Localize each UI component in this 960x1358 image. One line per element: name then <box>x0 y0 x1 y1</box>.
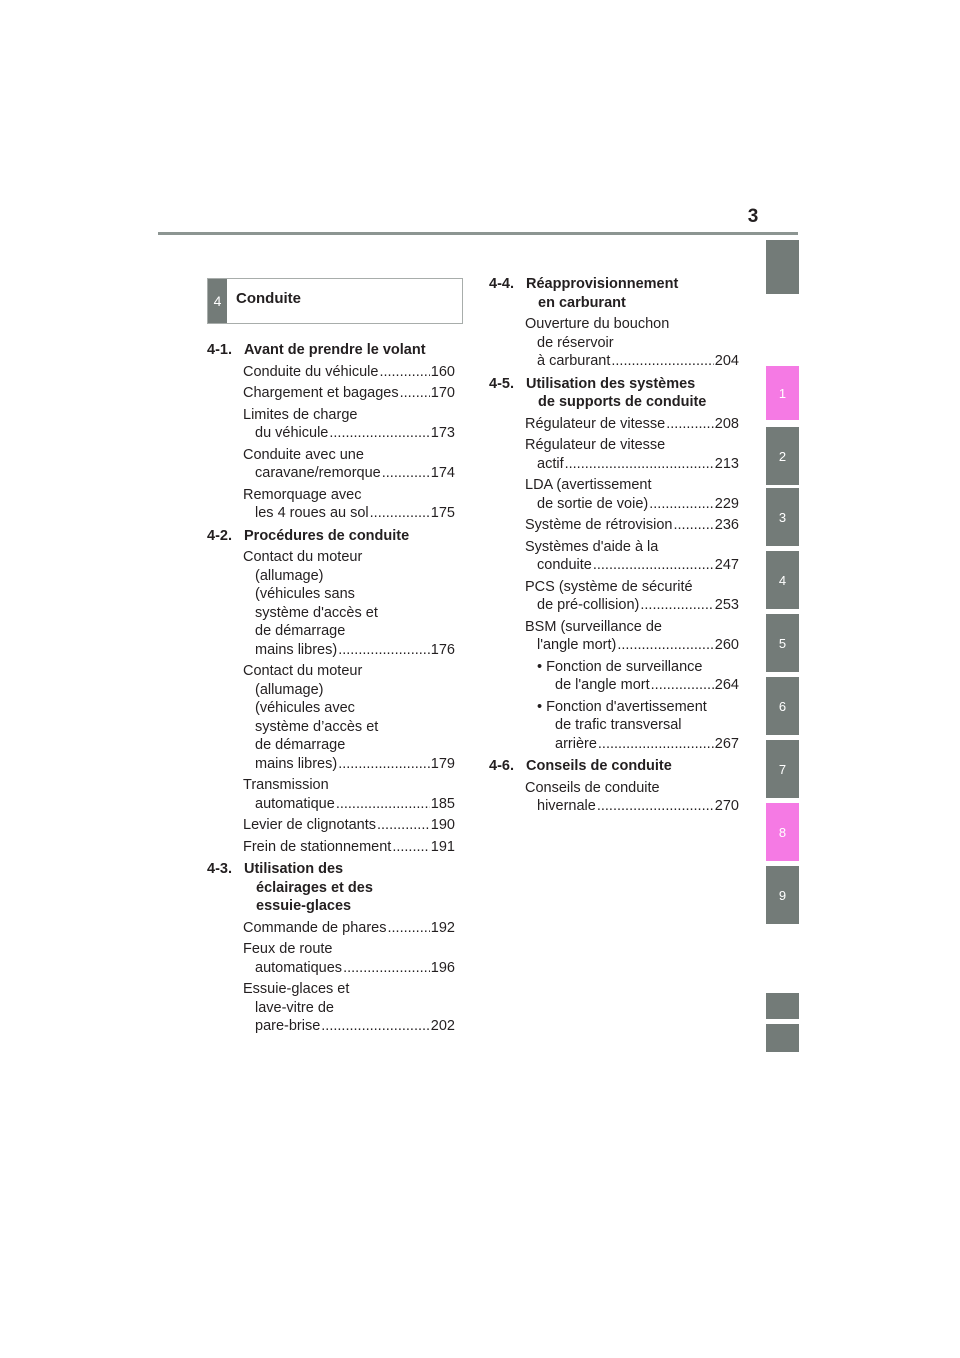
toc-entry-title: Ouverture du bouchon de réservoir <box>525 316 670 351</box>
dot-leader <box>392 838 429 857</box>
dot-leader <box>336 795 430 814</box>
toc-section-heading <box>207 527 455 546</box>
toc-page-number: 247 <box>714 557 739 573</box>
toc-page-number: 176 <box>430 641 455 658</box>
toc-entry[interactable] <box>243 406 455 443</box>
toc-entry-title: Feux de route <box>243 941 333 957</box>
toc-entry[interactable] <box>525 578 739 615</box>
toc-page-number: 191 <box>430 838 455 855</box>
toc-entry[interactable] <box>243 776 455 813</box>
toc-page-number: 229 <box>714 495 739 512</box>
toc-entry-line <box>525 797 739 816</box>
toc-entry-line <box>525 636 739 655</box>
toc-page-number: 213 <box>714 455 739 472</box>
section-title: Conduite <box>236 290 301 307</box>
toc-entry[interactable] <box>525 538 739 575</box>
toc-entry-text: automatique <box>255 795 335 812</box>
chapter-tab-blank[interactable] <box>766 240 799 294</box>
toc-entry-text: Conduite du véhicule <box>243 363 379 380</box>
toc-entry[interactable] <box>525 415 739 434</box>
toc-section <box>207 341 455 523</box>
toc-entry-text: automatiques <box>255 959 343 976</box>
toc-page-number: 196 <box>430 959 455 976</box>
toc-entry-title: • Fonction de surveillance <box>537 658 703 675</box>
chapter-tab-blank[interactable] <box>766 993 799 1019</box>
toc-section <box>489 757 739 816</box>
toc-page-number: 204 <box>714 353 739 369</box>
toc-entry[interactable] <box>243 384 455 403</box>
dot-leader <box>321 1017 430 1036</box>
chapter-tab-1[interactable]: 1 <box>766 366 799 420</box>
toc-page-number: 267 <box>714 735 739 752</box>
toc-page-number: 253 <box>714 597 739 613</box>
toc-entry-text: actif <box>537 455 564 472</box>
dot-leader <box>329 424 429 443</box>
toc-entry-text: Système de rétrovision <box>525 517 673 533</box>
toc-entry-title: Remorquage avec <box>243 486 362 503</box>
toc-page-number: 185 <box>430 795 455 812</box>
toc-entry-text: pare-brise <box>255 1018 321 1034</box>
toc-section-title: Conseils de conduite <box>526 758 672 774</box>
toc-entry-text: caravane/remorque <box>255 465 381 481</box>
toc-section <box>207 860 455 1036</box>
toc-entry-text: mains libres) <box>255 641 338 658</box>
toc-entry-line <box>243 838 455 857</box>
page-number: 3 <box>747 206 759 227</box>
toc-entry[interactable] <box>243 363 455 382</box>
dot-leader <box>377 816 430 835</box>
toc-entry[interactable] <box>525 315 739 371</box>
toc-entry-line <box>243 919 455 938</box>
toc-entry-title: • Fonction d'avertissement de trafic transversal <box>537 698 707 733</box>
toc-page-number: 192 <box>430 919 455 936</box>
dot-leader <box>387 919 429 938</box>
toc-entry[interactable] <box>243 980 455 1036</box>
toc-section-heading <box>207 860 455 916</box>
toc-entry[interactable] <box>243 838 455 857</box>
toc-section-title: Procédures de conduite <box>244 527 410 544</box>
toc-entry-title: LDA (avertissement <box>525 477 652 493</box>
toc-entry[interactable] <box>243 940 455 977</box>
toc-section-heading <box>489 275 739 312</box>
toc-entry-line <box>525 596 739 615</box>
toc-section <box>489 375 739 754</box>
toc-entry-text: les 4 roues au sol <box>255 505 369 521</box>
toc-page-number: 202 <box>430 1018 455 1034</box>
chapter-tab-7[interactable]: 7 <box>766 740 799 798</box>
dot-leader <box>379 363 429 382</box>
section-header <box>207 278 463 324</box>
toc-page-number: 175 <box>430 505 455 521</box>
toc-column-right <box>489 275 739 820</box>
dot-leader <box>666 415 714 434</box>
toc-entry-title: Transmission <box>243 777 329 793</box>
dot-leader <box>400 384 430 403</box>
dot-leader <box>370 504 430 523</box>
toc-column-left <box>207 341 455 1040</box>
toc-page-number: 270 <box>714 798 739 814</box>
toc-page-number: 190 <box>430 817 455 833</box>
dot-leader <box>343 959 430 978</box>
toc-entry-title: Systèmes d'aide à la <box>525 538 659 555</box>
toc-entry-line <box>243 504 455 523</box>
dot-leader <box>338 641 430 660</box>
toc-entry-text: Frein de stationnement <box>243 838 392 855</box>
chapter-tab-3[interactable]: 3 <box>766 488 799 546</box>
toc-entry-line <box>243 816 455 835</box>
toc-entry-text: conduite <box>537 557 592 573</box>
toc-entry[interactable] <box>525 779 739 816</box>
toc-entry-line <box>243 959 455 978</box>
dot-leader <box>565 455 714 474</box>
toc-entry-text: Régulateur de vitesse <box>525 415 666 432</box>
toc-entry[interactable] <box>243 816 455 835</box>
toc-section-heading <box>489 757 739 776</box>
toc-entry-text: mains libres) <box>255 755 338 772</box>
toc-entry-text: Levier de clignotants <box>243 817 376 833</box>
toc-section-id: 4-4. <box>489 276 514 292</box>
toc-entry-text: de pré-collision) <box>537 597 640 613</box>
toc-entry[interactable] <box>243 486 455 523</box>
dot-leader <box>338 755 430 774</box>
toc-section <box>207 527 455 857</box>
toc-entry-title: Essuie-glaces et lave-vitre de <box>243 981 350 1016</box>
toc-page-number: 264 <box>714 677 739 693</box>
toc-entry-line <box>525 352 739 371</box>
toc-entry-line <box>243 795 455 814</box>
toc-section-id: 4-2. <box>207 527 232 544</box>
toc-page-number: 208 <box>714 415 739 432</box>
toc-section-title: Utilisation des systèmes de supports de conduite <box>526 375 707 410</box>
toc-section-id: 4-5. <box>489 375 514 392</box>
dot-leader <box>593 556 714 575</box>
toc-entry[interactable] <box>243 446 455 483</box>
toc-entry-line <box>525 455 739 474</box>
toc-page-number: 170 <box>430 385 455 401</box>
toc-section-id: 4-1. <box>207 342 232 358</box>
chapter-tab-8[interactable]: 8 <box>766 803 799 861</box>
toc-entry-title: PCS (système de sécurité <box>525 578 693 595</box>
toc-entry-line <box>525 415 739 434</box>
toc-entry-title: BSM (surveillance de <box>525 618 662 635</box>
toc-entry-text: arrière <box>555 735 597 752</box>
chapter-tab-5[interactable]: 5 <box>766 614 799 672</box>
chapter-tab-2[interactable]: 2 <box>766 427 799 485</box>
toc-entry[interactable] <box>525 476 739 513</box>
dot-leader <box>649 495 714 514</box>
toc-entry-line <box>525 495 739 514</box>
toc-page-number: 260 <box>714 637 739 653</box>
toc-entry-text: hivernale <box>537 798 596 814</box>
toc-entry-line <box>243 363 455 382</box>
toc-entry-line <box>525 556 739 575</box>
toc-section-title: Utilisation des éclairages et des essuie-glaces <box>244 861 373 914</box>
toc-entry[interactable] <box>525 516 739 535</box>
toc-entry-line <box>243 755 455 774</box>
toc-entry-line <box>243 641 455 660</box>
toc-section-heading <box>489 375 739 412</box>
toc-page-number: 173 <box>430 425 455 441</box>
dot-leader <box>617 636 713 655</box>
chapter-tab-blank[interactable] <box>766 1024 799 1052</box>
toc-section-id: 4-3. <box>207 861 232 877</box>
toc-entry[interactable] <box>525 436 739 473</box>
toc-entry-title: Limites de charge <box>243 406 358 423</box>
toc-section-id: 4-6. <box>489 758 514 774</box>
header-rule <box>158 232 798 235</box>
toc-entry-line <box>525 516 739 535</box>
chapter-tab-6[interactable]: 6 <box>766 677 799 735</box>
toc-entry-line <box>243 464 455 483</box>
dot-leader <box>598 735 714 754</box>
toc-entry[interactable] <box>525 618 739 655</box>
dot-leader <box>673 516 713 535</box>
toc-entry-text: de sortie de voie) <box>537 495 649 512</box>
toc-entry-line <box>537 735 739 754</box>
toc-section-heading <box>207 341 455 360</box>
chapter-tab-4[interactable]: 4 <box>766 551 799 609</box>
toc-page-number: 160 <box>430 363 455 380</box>
dot-leader <box>651 676 714 695</box>
toc-entry[interactable] <box>525 658 739 695</box>
toc-section <box>489 275 739 371</box>
toc-entry[interactable] <box>243 919 455 938</box>
chapter-tab-9[interactable]: 9 <box>766 866 799 924</box>
toc-entry-text: à carburant <box>537 353 611 369</box>
toc-entry-title: Conduite avec une <box>243 446 364 463</box>
toc-page-number: 236 <box>714 517 739 533</box>
section-number-badge: 4 <box>208 279 227 323</box>
toc-entry-text: du véhicule <box>255 425 329 441</box>
toc-entry-text: de l'angle mort <box>555 677 650 693</box>
toc-page-number: 174 <box>430 465 455 481</box>
toc-entry[interactable] <box>243 662 455 773</box>
toc-entry-line <box>537 676 739 695</box>
toc-page-number: 179 <box>430 755 455 772</box>
toc-entry-title: Régulateur de vitesse <box>525 437 666 453</box>
dot-leader <box>382 464 430 483</box>
toc-entry[interactable] <box>525 698 739 754</box>
toc-entry-title: Contact du moteur (allumage) (véhicules avec système d’accès et de démarrage <box>243 663 379 753</box>
toc-entry-line <box>243 384 455 403</box>
toc-entry-text: Commande de phares <box>243 919 387 936</box>
toc-section-title: Avant de prendre le volant <box>244 342 426 358</box>
toc-entry-title: Conseils de conduite <box>525 779 660 796</box>
dot-leader <box>611 352 713 371</box>
toc-section-title: Réapprovisionnement en carburant <box>526 276 679 311</box>
dot-leader <box>597 797 714 816</box>
toc-entry-text: l'angle mort) <box>537 637 617 653</box>
toc-entry-title: Contact du moteur (allumage) (véhicules sans système d'accès et de démarrage <box>243 549 378 639</box>
toc-entry-line <box>243 1017 455 1036</box>
toc-entry-text: Chargement et bagages <box>243 385 399 401</box>
toc-entry-line <box>243 424 455 443</box>
toc-entry[interactable] <box>243 548 455 659</box>
dot-leader <box>640 596 713 615</box>
